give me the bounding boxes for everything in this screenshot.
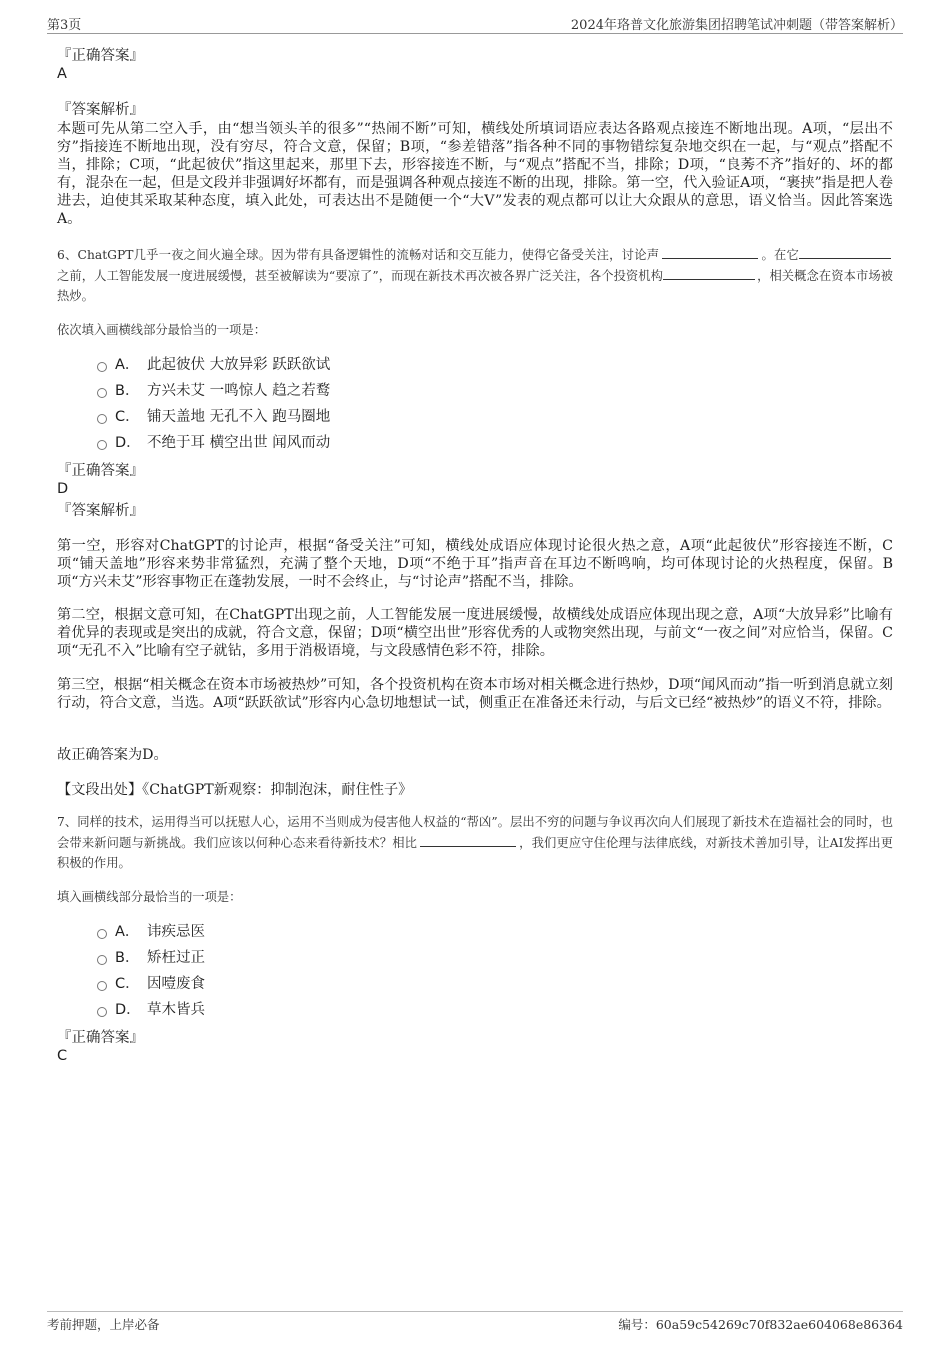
correct-answer: D [57,481,69,497]
document-code: 编号：60a59c54269c70f832ae604068e86364 [618,1317,903,1332]
question-text-part: 6、ChatGPT几乎一夜之间火遍全球。因为带有具备逻辑性的流畅对话和交互能力，使得它备受关注，讨论声 [57,248,660,262]
option-text: 此起彼伏 大放异彩 跃跃欲试 [147,357,331,373]
option-text: 方兴未艾 一鸣惊人 趋之若鹜 [147,383,331,399]
source-title: 《ChatGPT新观察：抑制泡沫，耐住性子》 [142,782,413,798]
option-text: 因噎废食 [147,976,205,992]
option-b[interactable] [97,948,205,968]
question-text-part: 之前，人工智能发展一度进展缓慢，甚至被解读为“要凉了”，而现在新技术再次被各界广泛关注，各个投资机构 [57,268,664,283]
option-c[interactable] [97,974,205,994]
answer-blank [662,246,758,259]
option-d[interactable] [97,1000,205,1020]
option-letter: C． [115,976,140,992]
radio-icon[interactable] [97,929,107,939]
page-header [47,14,903,34]
correct-answer: A [57,66,67,82]
option-text: 讳疾忌医 [147,924,205,940]
option-b[interactable] [97,381,330,401]
option-a[interactable] [97,922,205,942]
radio-icon[interactable] [97,440,107,450]
analysis-text: 本题可先从第二空入手，由“想当领头羊的很多”“热闹不断”可知，横线处所填词语应表达各路观点接连不断地出现。A项，“层出不穷”指接连不断地出现，没有穷尽，符合文意，保留；B项，“参差错落”指各种不同的事物错综复杂地交织在一起，与“观点”搭配不当，排除；C项，“此起彼伏”指这里起来，那里下去，形容接连不断，与“观点”搭配不当，排除；D项，“良莠不齐”指好的、坏的都有，混杂在一起，但是文段并非强调好坏都有，而是强调各种观点接连不断的出现，排除。第一空，代入验证A项，“裹挟”指是把人卷进去，迫使其采取某种态度，填入此处，可表达出不是随便一个“大V”发表的观点都可以让大众跟从的意思，语义恰当。因此答案选A。 [57,121,893,227]
option-letter: A． [115,924,140,940]
option-a[interactable] [97,355,330,375]
analysis-paragraph-3: 第三空，根据“相关概念在资本市场被热炒”可知，各个投资机构在资本市场对相关概念进行热炒，D项“闻风而动”指一听到消息就立刻行动，符合文意，当选。A项“跃跃欲试”形容内心急切地想试一试，侧重正在准备还未行动，与后文已经“被热炒”的语义不符，排除。 [57,677,893,711]
option-c[interactable] [97,407,330,427]
analysis-paragraph-2: 第二空，根据文意可知，在ChatGPT出现之前，人工智能发展一度进展缓慢，故横线处成语应体现出现之意，A项“大放异彩”比喻有着优异的表现或是突出的成就，符合文意，保留；D项“横空出世”形容优秀的人或物突然出现，与前文“一夜之间”对应恰当，保留。C项“无孔不入”比喻有空子就钻，多用于消极语境，与文段感情色彩不符，排除。 [57,607,893,659]
option-letter: D． [115,435,141,451]
question-text-part: 。在它 [761,248,799,262]
radio-icon[interactable] [97,955,107,965]
option-letter: B． [115,950,140,966]
answer-blank [420,834,516,847]
option-letter: D． [115,1002,141,1018]
option-text: 草木皆兵 [147,1002,205,1018]
correct-answer-label: 『正确答案』 [57,463,144,479]
correct-answer-label: 『正确答案』 [57,48,144,64]
analysis-label: 『答案解析』 [57,503,144,519]
radio-icon[interactable] [97,981,107,991]
question-text-part: 7、同样的技术，运用得当可以抚慰人心，运用不当则成为侵害他人权益的“帮凶”。层出不穷的问题与争议再次向人们展现了新技术在造福社会的同时，也会带来新问题与新挑战。我们应该以何种心态来看待新技术？相比 [57,815,893,850]
analysis-paragraph-1: 第一空，形容对ChatGPT的讨论声，根据“备受关注”可知，横线处成语应体现讨论很火热之意，A项“此起彼伏”形容接连不断，C项“铺天盖地”形容来势非常猛烈，充满了整个天地，D项“不绝于耳”指声音在耳边不断鸣响，均可体现讨论的火热程度，保留。B项“方兴未艾”形容事物正在蓬勃发展，一时不会终止，与“讨论声”搭配不当，排除。 [57,538,893,590]
source-label: 【文段出处】 [57,782,143,798]
option-text: 矫枉过正 [147,950,205,966]
question-text-part: ，相关概念在资本市场被热炒。 [57,268,893,303]
radio-icon[interactable] [97,1007,107,1017]
answer-blank [799,246,891,259]
option-text: 不绝于耳 横空出世 闻风而动 [147,435,331,451]
question-7-text [57,812,893,874]
source-line [57,779,893,799]
page-number: 第3页 [47,18,82,33]
option-letter: B． [115,383,140,399]
analysis-conclusion: 故正确答案为D。 [57,747,168,763]
option-letter: A． [115,357,140,373]
correct-answer: C [57,1048,68,1064]
question-text-part: ，我们更应守住伦理与法律底线，对新技术善加引导，让AI发挥出更积极的作用。 [57,835,893,870]
option-d[interactable] [97,433,330,453]
question-prompt: 依次填入画横线部分最恰当的一项是： [57,323,267,337]
correct-answer-label: 『正确答案』 [57,1030,144,1046]
question-6-text [57,245,893,307]
question-prompt: 填入画横线部分最恰当的一项是： [57,890,242,904]
document-title: 2024年珞普文化旅游集团招聘笔试冲刺题（带答案解析） [570,18,903,33]
page-footer [47,1311,903,1333]
radio-icon[interactable] [97,388,107,398]
option-text: 铺天盖地 无孔不入 跑马圈地 [147,409,331,425]
footer-slogan: 考前押题，上岸必备 [47,1317,160,1332]
analysis-label: 『答案解析』 [57,102,144,118]
radio-icon[interactable] [97,414,107,424]
option-letter: C． [115,409,140,425]
answer-blank [663,267,755,280]
radio-icon[interactable] [97,362,107,372]
